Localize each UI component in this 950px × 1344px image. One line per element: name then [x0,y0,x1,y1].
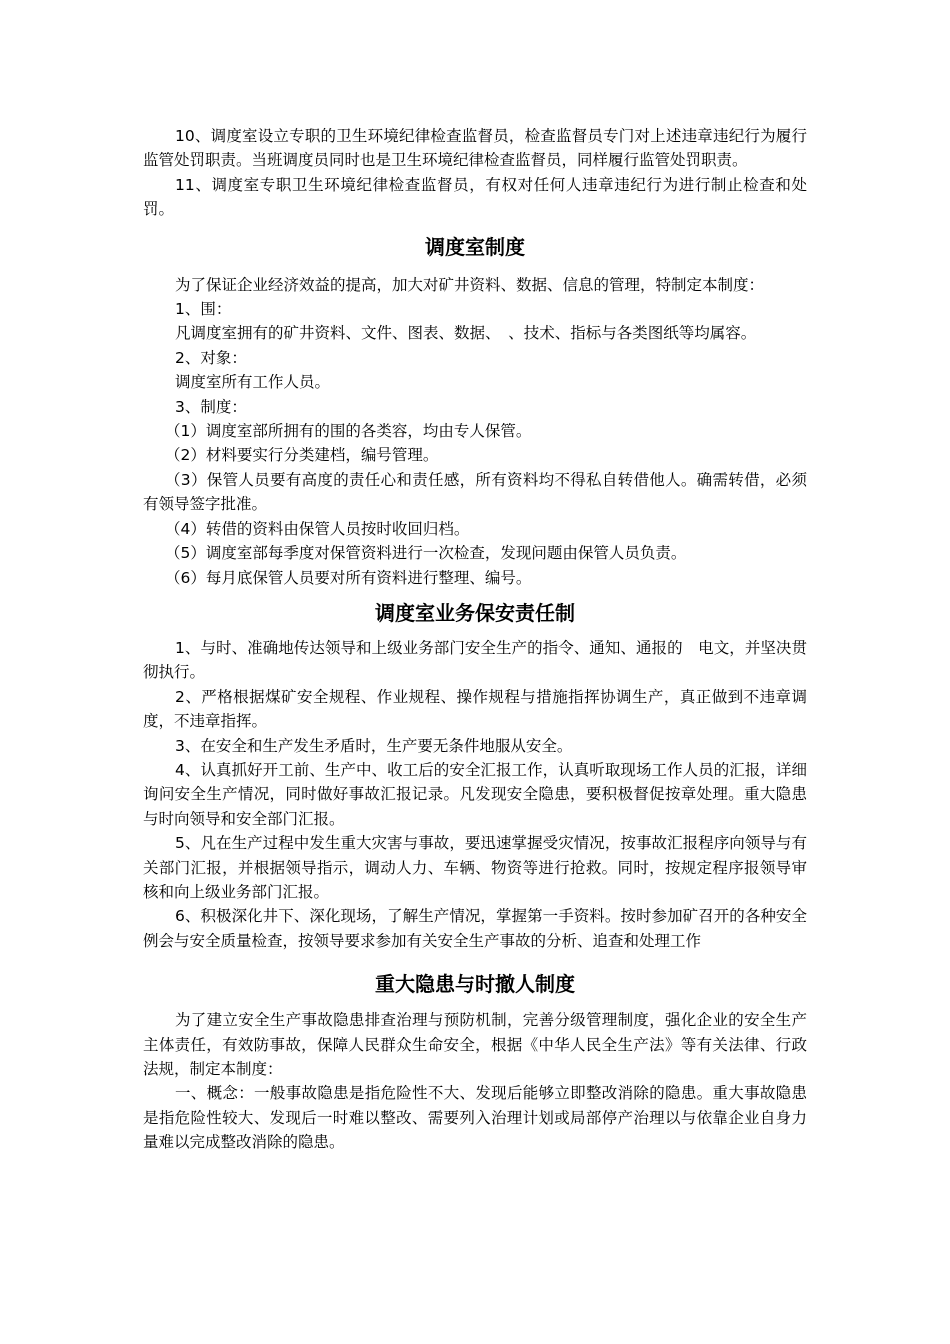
object-label: 2、对象： [175,348,247,367]
rule-item: （4）转借的资料由保管人员按时收回归档。 [165,519,470,538]
responsibility-item: 1、与时、准确地传达领导和上级业务部门安全生产的指令、通知、通报的 电文，并坚决贯彻执行。 [143,638,807,682]
section1-intro: 为了保证企业经济效益的提高，加大对矿井资料、数据、信息的管理，特制定本制度： [175,275,765,294]
document-page [143,124,807,1155]
rule-label: 3、制度： [175,397,247,416]
scope-text: 凡调度室拥有的矿井资料、文件、图表、数据、 、技术、指标与各类图纸等均属容。 [175,324,757,343]
responsibility-item: 5、凡在生产过程中发生重大灾害与事故，要迅速掌握受灾情况，按事故汇报程序向领导与有关部门汇报，并根据领导指示，调动人力、车辆、物资等进行抢救。同时，按规定程序报领导审核和向上级业务部门汇报。 [143,834,807,901]
rule-item: （2）材料要实行分类建档，编号管理。 [165,446,439,465]
paragraph-item-10: 10、调度室设立专职的卫生环境纪律检查监督员，检查监督员专门对上述违章违纪行为履行监管处罚职责。当班调度员同时也是卫生环境纪律检查监督员，同样履行监管处罚职责。 [143,127,807,170]
section-hazard-evacuation [143,1008,807,1154]
responsibility-item: 3、在安全和生产发生矛盾时，生产要无条件地服从安全。 [175,736,573,755]
section3-intro: 为了建立安全生产事故隐患排查治理与预防机制，完善分级管理制度，强化企业的安全生产主体责任，有效防事故，保障人民群众生命安全，根据《中华人民全生产法》等有关法律、行政法规，制定本制度： [143,1011,807,1078]
responsibility-item: 4、认真抓好开工前、生产中、收工后的安全汇报工作，认真听取现场工作人员的汇报，详细询问安全生产情况，同时做好事故汇报记录。凡发现安全隐患，要积极督促按章处理。重大隐患与时向领导和安全部门汇报。 [143,760,807,828]
rule-item: （1）调度室部所拥有的围的各类容，均由专人保管。 [165,422,532,441]
scope-label: 1、围： [175,300,232,319]
section-safety-responsibility [143,636,807,953]
rule-item: （6）每月底保管人员要对所有资料进行整理、编号。 [165,568,532,587]
section-title-safety-responsibility: 调度室业务保安责任制 [375,600,575,625]
responsibility-item: 2、严格根据煤矿安全规程、作业规程、操作规程与措施指挥协调生产，真正做到不违章调度，不违章指挥。 [143,687,807,731]
section-title-hazard-evacuation: 重大隐患与时撤人制度 [375,972,575,997]
section-title-dispatch-rules: 调度室制度 [425,234,525,259]
paragraph-item-11: 11、调度室专职卫生环境纪律检查监督员，有权对任何人违章违纪行为进行制止检查和处罚。 [143,175,807,219]
rule-item: （5）调度室部每季度对保管资料进行一次检查，发现问题由保管人员负责。 [165,544,687,563]
section-dispatch-rules [143,273,807,590]
rule-item: （3）保管人员要有高度的责任心和责任感，所有资料均不得私自转借他人。确需转借，必须有领导签字批准。 [143,470,807,514]
concept-paragraph: 一、概念：一般事故隐患是指危险性不大、发现后能够立即整改消除的隐患。重大事故隐患是指危险性较大、发现后一时难以整改、需要列入治理计划或局部停产治理以与依靠企业自身力量难以完成整改消除的隐患。 [143,1084,807,1152]
responsibility-item: 6、积极深化井下、深化现场，了解生产情况，掌握第一手资料。按时参加矿召开的各种安全例会与安全质量检查，按领导要求参加有关安全生产事故的分析、追查和处理工作 [143,907,807,950]
object-text: 调度室所有工作人员。 [175,373,331,392]
